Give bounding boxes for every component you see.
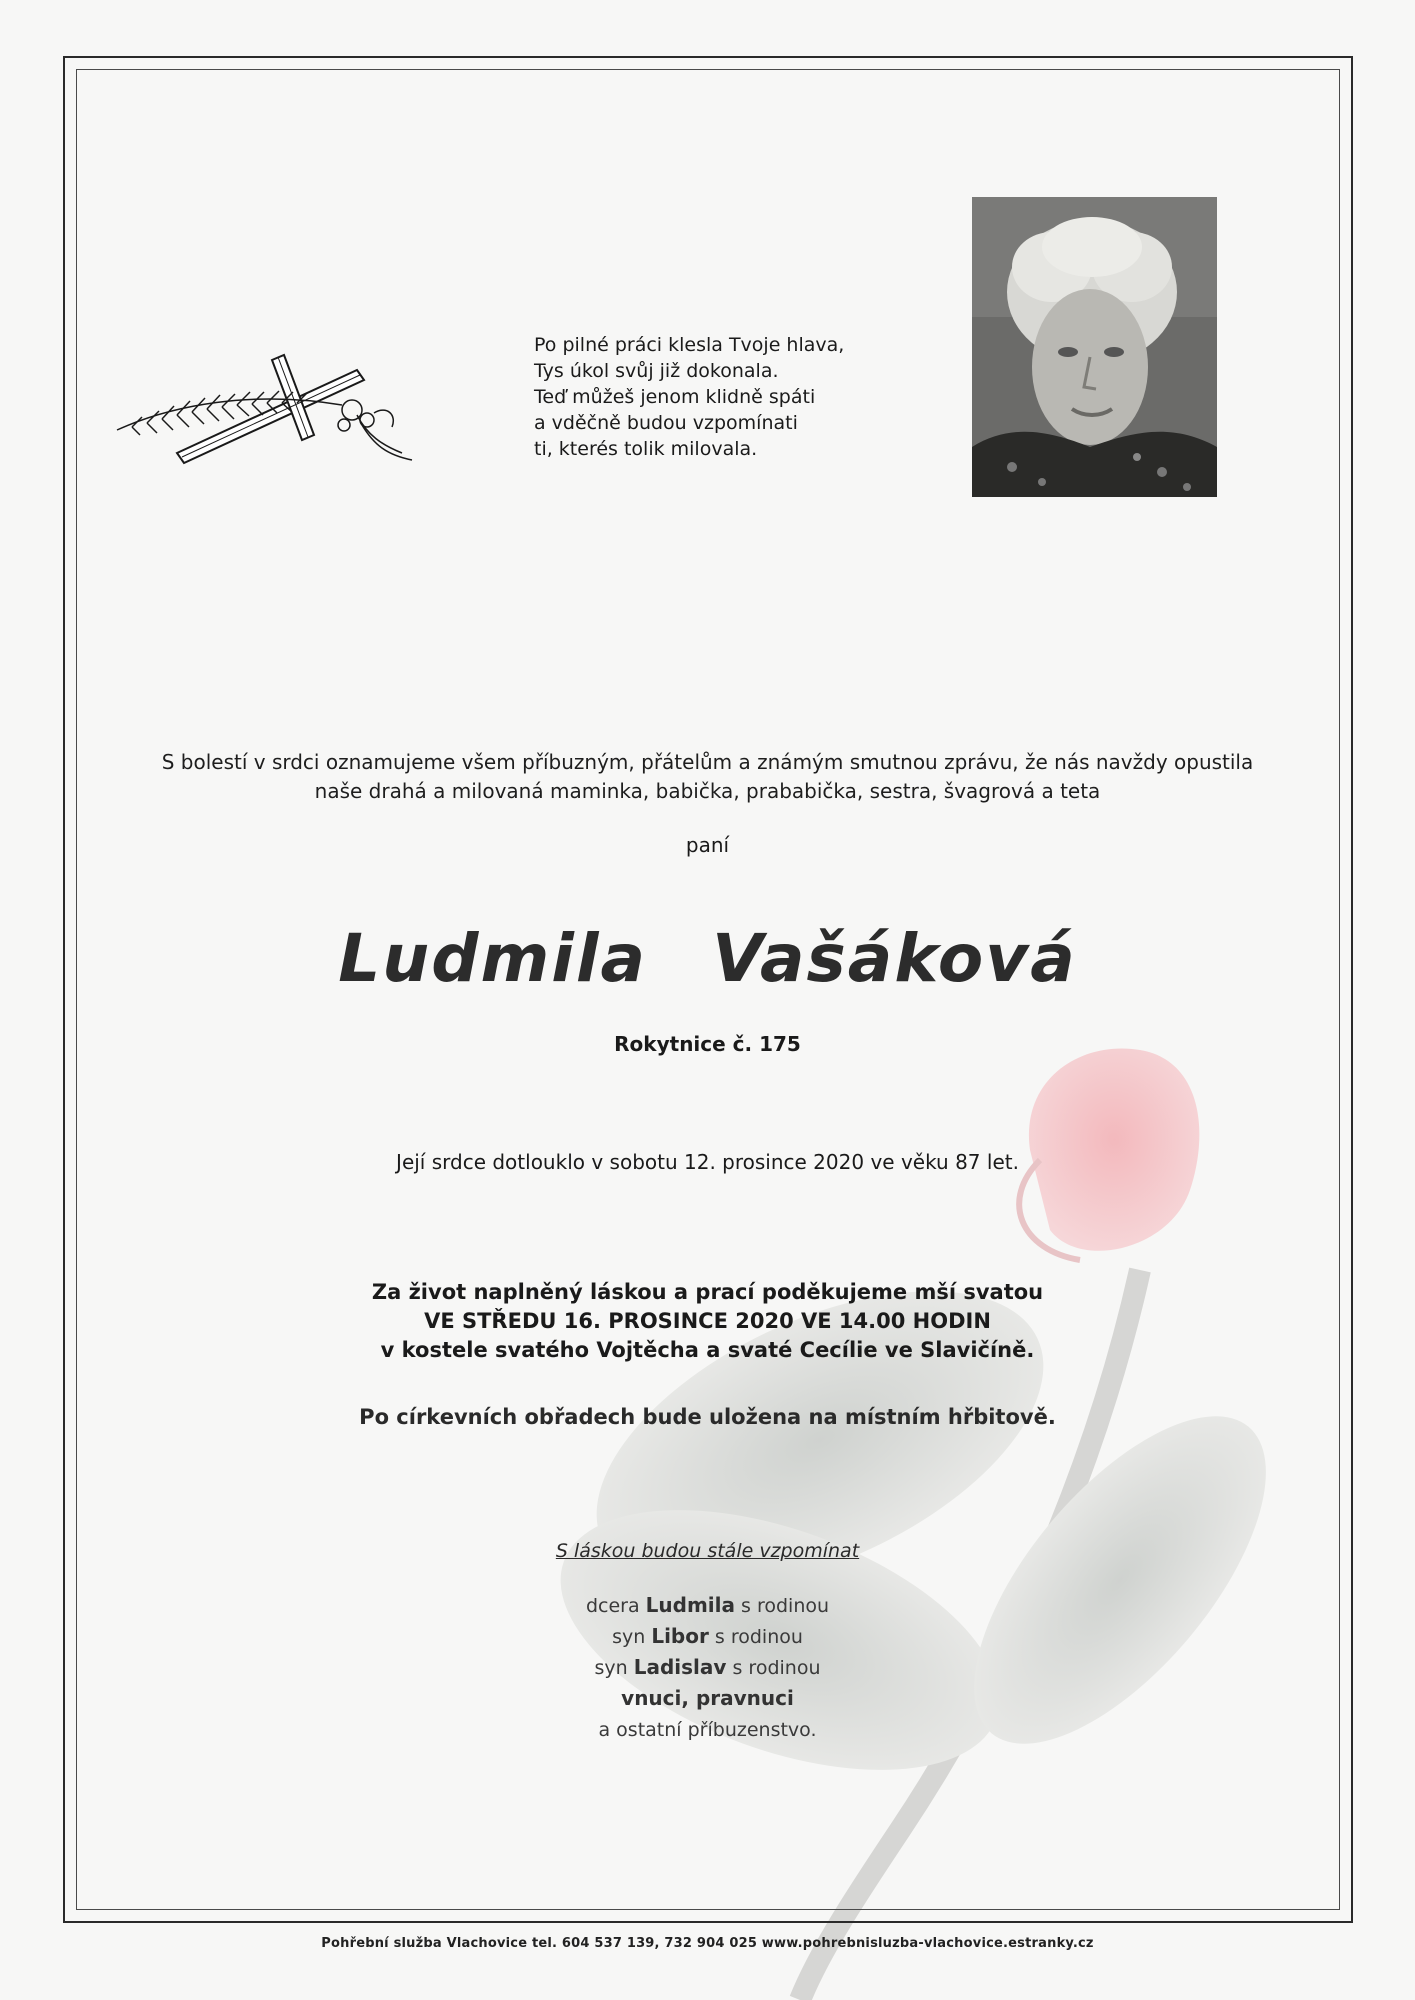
member-name: Ludmila (645, 1593, 735, 1617)
family-member (0, 1621, 1415, 1652)
title-pani: paní (685, 833, 730, 857)
relation-suffix: s rodinou (735, 1595, 830, 1617)
poem-line: Tys úkol svůj již dokonala. (534, 360, 779, 382)
mass-line: VE STŘEDU 16. PROSINCE 2020 VE 14.00 HODIN (424, 1309, 991, 1333)
family-list (0, 1590, 1415, 1745)
funeral-mass (0, 1278, 1415, 1365)
burial-notice: Po církevních obřadech bude uložena na místním hřbitově. (359, 1405, 1056, 1429)
poem-line: a vděčně budou vzpomínati (534, 412, 798, 434)
poem-line: ti, kterés tolik milovala. (534, 438, 758, 460)
announcement-line: naše drahá a milovaná maminka, babička, prababička, sestra, švagrová a teta (314, 779, 1101, 803)
death-notice: Její srdce dotlouklo v sobotu 12. prosince 2020 ve věku 87 let. (396, 1150, 1019, 1174)
announcement-line: S bolestí v srdci oznamujeme všem příbuzným, přátelům a známým smutnou zprávu, že nás navždy opustila (161, 750, 1254, 774)
cross-with-palm-icon (112, 335, 437, 470)
address: Rokytnice č. 175 (614, 1032, 801, 1056)
mass-line: Za život naplněný láskou a prací poděkujeme mší svatou (371, 1280, 1044, 1304)
family-member (0, 1714, 1415, 1745)
relation: syn (612, 1626, 652, 1648)
poem-line: Po pilné práci klesla Tvoje hlava, (534, 334, 845, 356)
family-member (0, 1590, 1415, 1621)
poem-line: Teď můžeš jenom klidně spáti (534, 386, 816, 408)
portrait-photo (972, 197, 1217, 497)
member-name: Libor (651, 1624, 709, 1648)
family-member (0, 1683, 1415, 1714)
deceased-name: Ludmila Vašáková (338, 920, 1077, 997)
relation-suffix: s rodinou (726, 1657, 821, 1679)
member-name: vnuci, pravnuci (621, 1686, 794, 1710)
relation-suffix: a ostatní příbuzenstvo. (598, 1719, 817, 1741)
poem (534, 332, 914, 462)
mass-line: v kostele svatého Vojtěcha a svaté Cecílie ve Slavičíně. (380, 1338, 1035, 1362)
announcement (0, 748, 1415, 806)
family-member (0, 1652, 1415, 1683)
member-name: Ladislav (633, 1655, 727, 1679)
signature-heading: S láskou budou stále vzpomínat (555, 1540, 860, 1562)
relation: dcera (585, 1595, 646, 1617)
relation-suffix: s rodinou (708, 1626, 803, 1648)
footer-contact: Pohřební služba Vlachovice tel. 604 537 139, 732 904 025 www.pohrebnisluzba-vlachovice.estranky.cz (321, 1936, 1094, 1951)
relation: syn (594, 1657, 634, 1679)
